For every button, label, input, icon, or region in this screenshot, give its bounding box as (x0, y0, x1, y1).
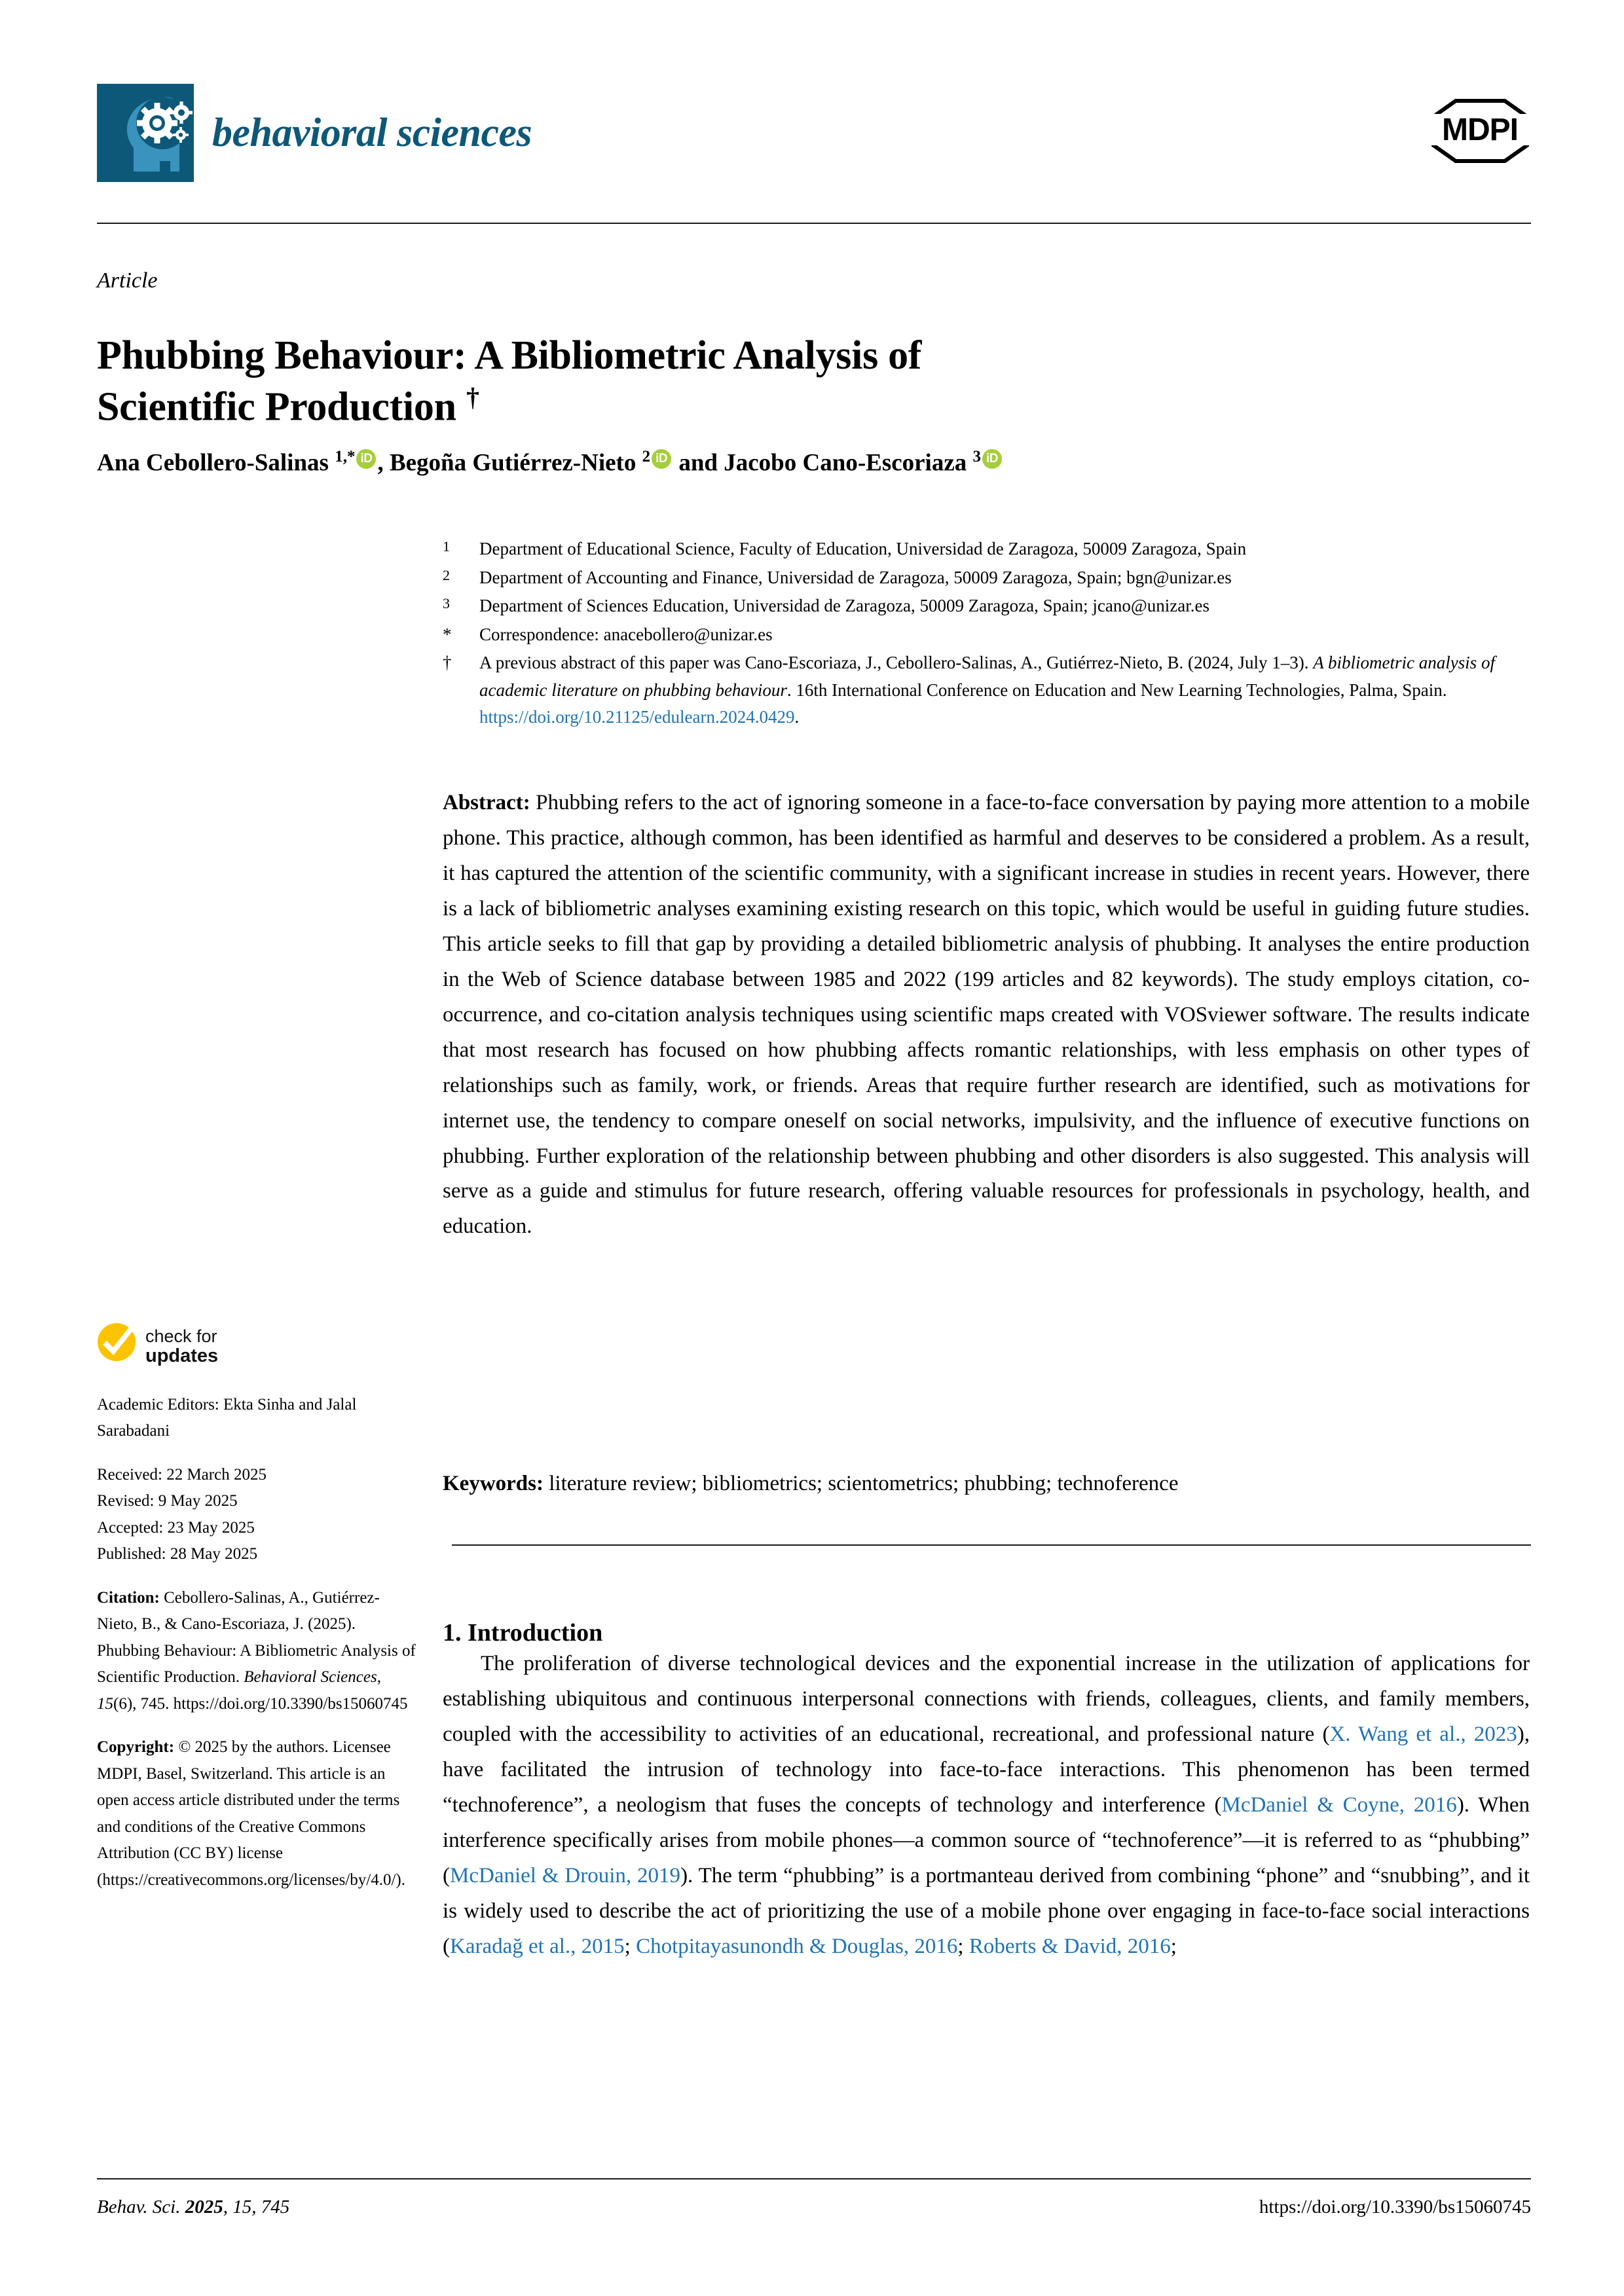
affiliation-marker: 2 (443, 566, 450, 583)
affiliation-marker: 3 (443, 595, 450, 612)
affiliation-text: Department of Accounting and Finance, Universidad de Zaragoza, 50009 Zaragoza, Spain; bgn@unizar.es (479, 567, 1232, 587)
date-accepted: Accepted: 23 May 2025 (97, 1518, 255, 1537)
masthead (97, 84, 1531, 195)
crossmark-line-1: check for (145, 1326, 217, 1347)
svg-text:MDPI: MDPI (1442, 113, 1518, 147)
page-footer (97, 2196, 1531, 2218)
introduction-paragraph: The proliferation of diverse technological devices and the exponential increase in the utilization of applications for establishing ubiquitous and continuous interpersonal connections with friends, colleagues, clients, and family members, coupled with the accessibility to activities of an educational, recreational, and professional nature (X. Wang et al., 2023), have facilitated the intrusion of technology into face-to-face interactions. This phenomenon has been termed “technoference”, a neologism that fuses the concepts of technology and interference (McDaniel & Coyne, 2016). When interference specifically arises from mobile phones—a common source of “technoference”—it is referred to as “phubbing” (McDaniel & Drouin, 2019). The term “phubbing” is a portmanteau derived from combining “phone” and “snubbing”, and it is widely used to describe the act of prioritizing the use of a mobile phone over engaging in face-to-face social interactions (Karadağ et al., 2015; Chotpitayasunondh & Douglas, 2016; Roberts & David, 2016; (443, 1652, 1530, 1958)
abstract-label: Abstract: (443, 791, 530, 814)
footer-divider (97, 2178, 1531, 2179)
abstract-body: Phubbing refers to the act of ignoring someone in a face-to-face conversation by paying more attention to a mobile phone. This practice, although common, has been identified as harmful and deserves to be considered a problem. As a result, it has captured the attention of the scientific community, with a significant increase in studies in recent years. However, there is a lack of bibliometric analyses examining existing research on this topic, which would be useful in guiding future studies. This article seeks to fill that gap by providing a detailed bibliometric analysis of phubbing. It analyses the entire production in the Web of Science database between 1985 and 2022 (199 articles and 82 keywords). The study employs citation, co-occurrence, and co-citation analysis techniques using scientific maps created with VOSviewer software. The results indicate that most research has focused on how phubbing affects romantic relationships, with less emphasis on other types of relationships such as family, work, or friends. Areas that require further research are identified, such as motivations for internet use, the tendency to compare oneself on social networks, impulsivity, and the influence of executive functions on phubbing. Further exploration of the relationship between phubbing and other disorders is also suggested. This analysis will serve as a guide and stimulus for future research, offering valuable resources for professionals in psychology, health, and education. (443, 791, 1530, 1239)
affiliation-row (443, 536, 1530, 563)
brain-gears-icon (97, 84, 194, 182)
affiliation-marker: 1 (443, 538, 450, 555)
affiliation-row (443, 564, 1530, 592)
correspondence-marker: * (443, 624, 452, 644)
citation-label: Citation: (97, 1588, 160, 1607)
keywords-section (443, 1467, 1530, 1501)
citation-block (97, 1585, 418, 1718)
keywords-list: literature review; bibliometrics; scientometrics; phubbing; technoference (549, 1472, 1179, 1495)
journal-logo (97, 84, 532, 182)
copyright-label: Copyright: (97, 1738, 175, 1756)
sidebar-metadata (97, 1322, 418, 1910)
dagger-footnote-text: A previous abstract of this paper was Cano-Escoriaza, J., Cebollero-Salinas, A., Gutiérrez-Nieto, B. (2024, July 1–3). A bibliometric analysis of academic literature on phubbing behaviour. 16th International Conference on Education and New Learning Technologies, Palma, Spain. https://doi.org/10.21125/edulearn.2024.0429. (479, 653, 1495, 727)
crossmark-line-2: updates (145, 1345, 219, 1366)
crossmark-badge[interactable] (97, 1322, 418, 1371)
copyright-text: © 2025 by the authors. Licensee MDPI, Basel, Switzerland. This article is an open access article distributed under the terms and conditions of the Creative Commons Attribution (CC BY) license (https://creativecommons.org/licenses/by/4.0/). (97, 1738, 405, 1889)
abstract-divider (452, 1544, 1531, 1546)
mdpi-logo-icon (1430, 90, 1531, 169)
title-line-2: Scientific Production (97, 384, 456, 429)
citation-text: Cebollero-Salinas, A., Gutiérrez-Nieto, B., & Cano-Escoriaza, J. (2025). Phubbing Behaviour: A Bibliometric Analysis of Scientific Production. Behavioral Sciences, 15(6), 745. https://doi.org/10.3390/bs15060745 (97, 1588, 416, 1713)
dagger-footnote-row (443, 649, 1530, 731)
affiliation-row (443, 592, 1530, 620)
academic-editors: Academic Editors: Ekta Sinha and Jalal Sarabadani (97, 1395, 357, 1440)
date-published: Published: 28 May 2025 (97, 1545, 258, 1563)
header-divider (97, 223, 1531, 224)
copyright-block (97, 1734, 418, 1893)
title-line-1: Phubbing Behaviour: A Bibliometric Analysis of (97, 333, 922, 378)
author-list: Ana Cebollero-Salinas $^{1,*}$ iD , Begoña Gutiérrez-Nieto $^2$ iD and Jacobo Cano-Escoriaza $^3$ iD (97, 445, 1531, 480)
footer-citation: Behav. Sci. 2025, 15, 745 (97, 2196, 290, 2217)
affiliation-text: Department of Sciences Education, Universidad de Zaragoza, 50009 Zaragoza, Spain; jcano@unizar.es (479, 596, 1209, 616)
article-type-label: Article (97, 268, 158, 293)
correspondence-row (443, 621, 1530, 649)
abstract-section (443, 786, 1530, 1245)
check-circle-icon (97, 1322, 136, 1371)
journal-title: behavioral sciences (212, 110, 532, 155)
title-dagger-marker: † (466, 382, 479, 412)
date-received: Received: 22 March 2025 (97, 1465, 267, 1484)
page-title (97, 330, 1276, 433)
affiliation-text: Department of Educational Science, Faculty of Education, Universidad de Zaragoza, 50009 Zaragoza, Spain (479, 539, 1247, 558)
crossmark-label (145, 1327, 218, 1366)
keywords-label: Keywords: (443, 1472, 544, 1495)
correspondence-text: Correspondence: anacebollero@unizar.es (479, 624, 773, 644)
dagger-footnote-marker: † (443, 653, 452, 673)
publication-dates (97, 1462, 418, 1568)
footer-doi-link[interactable]: https://doi.org/10.3390/bs15060745 (1259, 2196, 1531, 2217)
date-revised: Revised: 9 May 2025 (97, 1492, 238, 1510)
affiliations-block (443, 536, 1530, 733)
section-heading-introduction: 1. Introduction (443, 1618, 603, 1647)
